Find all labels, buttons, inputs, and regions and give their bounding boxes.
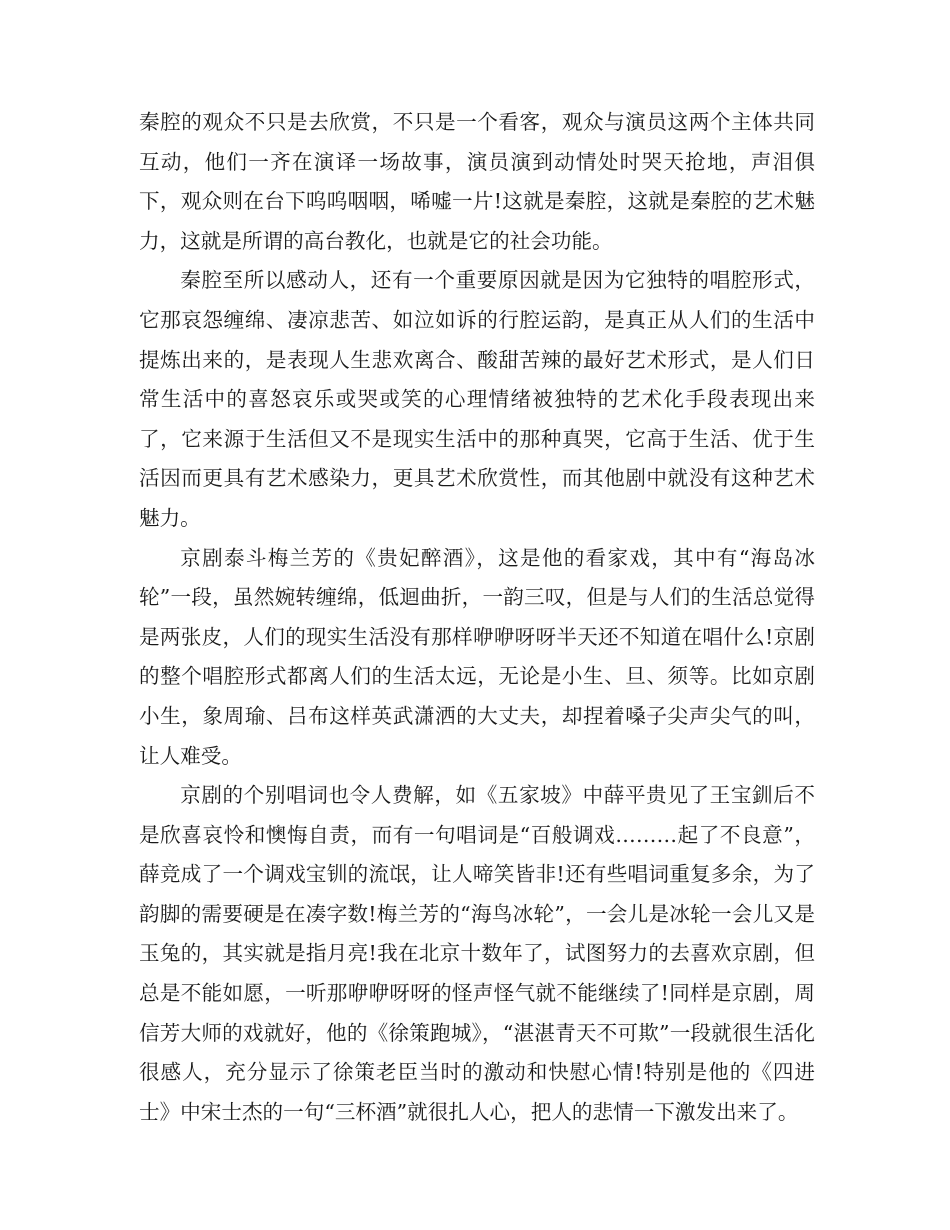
- paragraph-1: 秦腔的观众不只是去欣赏，不只是一个看客，观众与演员这两个主体共同互动，他们一齐在演译一场故事，演员演到动情处时哭天抢地，声泪俱下，观众则在台下呜呜咽咽，唏嘘一片!这就是秦腔，这就是秦腔的艺术魅力，这就是所谓的高台教化，也就是它的社会功能。: [139, 110, 815, 253]
- paragraph-4: 京剧的个别唱词也令人费解，如《五家坡》中薛平贵见了王宝釧后不是欣喜哀怜和懊悔自责，而有一句唱词是“百般调戏………起了不良意”，薛竞成了一个调戏宝钏的流氓，让人啼笑皆非!还有些唱词重复多余，为了韵脚的需要硬是在凑字数!梅兰芳的“海鸟冰轮”，一会儿是冰轮一会儿又是玉兔的，其实就是指月亮!我在北京十数年了，试图努力的去喜欢京剧，但总是不能如愿，一听那咿咿呀呀的怪声怪气就不能继续了!同样是京剧，周信芳大师的戏就好，他的《徐策跑城》，“湛湛青天不可欺”一段就很生活化很感人，充分显示了徐策老臣当时的激动和快慰心情!特别是他的《四进士》中宋士杰的一句“三杯酒”就很扎人心，把人的悲情一下激发出来了。: [139, 783, 815, 1124]
- paragraph-2: 秦腔至所以感动人，还有一个重要原因就是因为它独特的唱腔形式，它那哀怨缠绵、凄凉悲苦、如泣如诉的行腔运韵，是真正从人们的生活中提炼出来的，是表现人生悲欢离合、酸甜苦辣的最好艺术形式，是人们日常生活中的喜怒哀乐或哭或笑的心理情绪被独特的艺术化手段表现出来了，它来源于生活但又不是现实生活中的那种真哭，它高于生活、优于生活因而更具有艺术感染力，更具艺术欣赏性，而其他剧中就没有这种艺术魅力。: [139, 268, 815, 530]
- document-body: [139, 103, 815, 1132]
- paragraph-3: 京剧泰斗梅兰芳的《贵妃醉酒》，这是他的看家戏，其中有“海岛冰轮”一段，虽然婉转缠绵，低迴曲折，一韵三叹，但是与人们的生活总觉得是两张皮，人们的现实生活没有那样咿咿呀呀半天还不知道在唱什么!京剧的整个唱腔形式都离人们的生活太远，无论是小生、旦、须等。比如京剧小生，象周瑜、吕布这样英武潇洒的大丈夫，却捏着嗓子尖声尖气的叫，让人难受。: [139, 545, 815, 768]
